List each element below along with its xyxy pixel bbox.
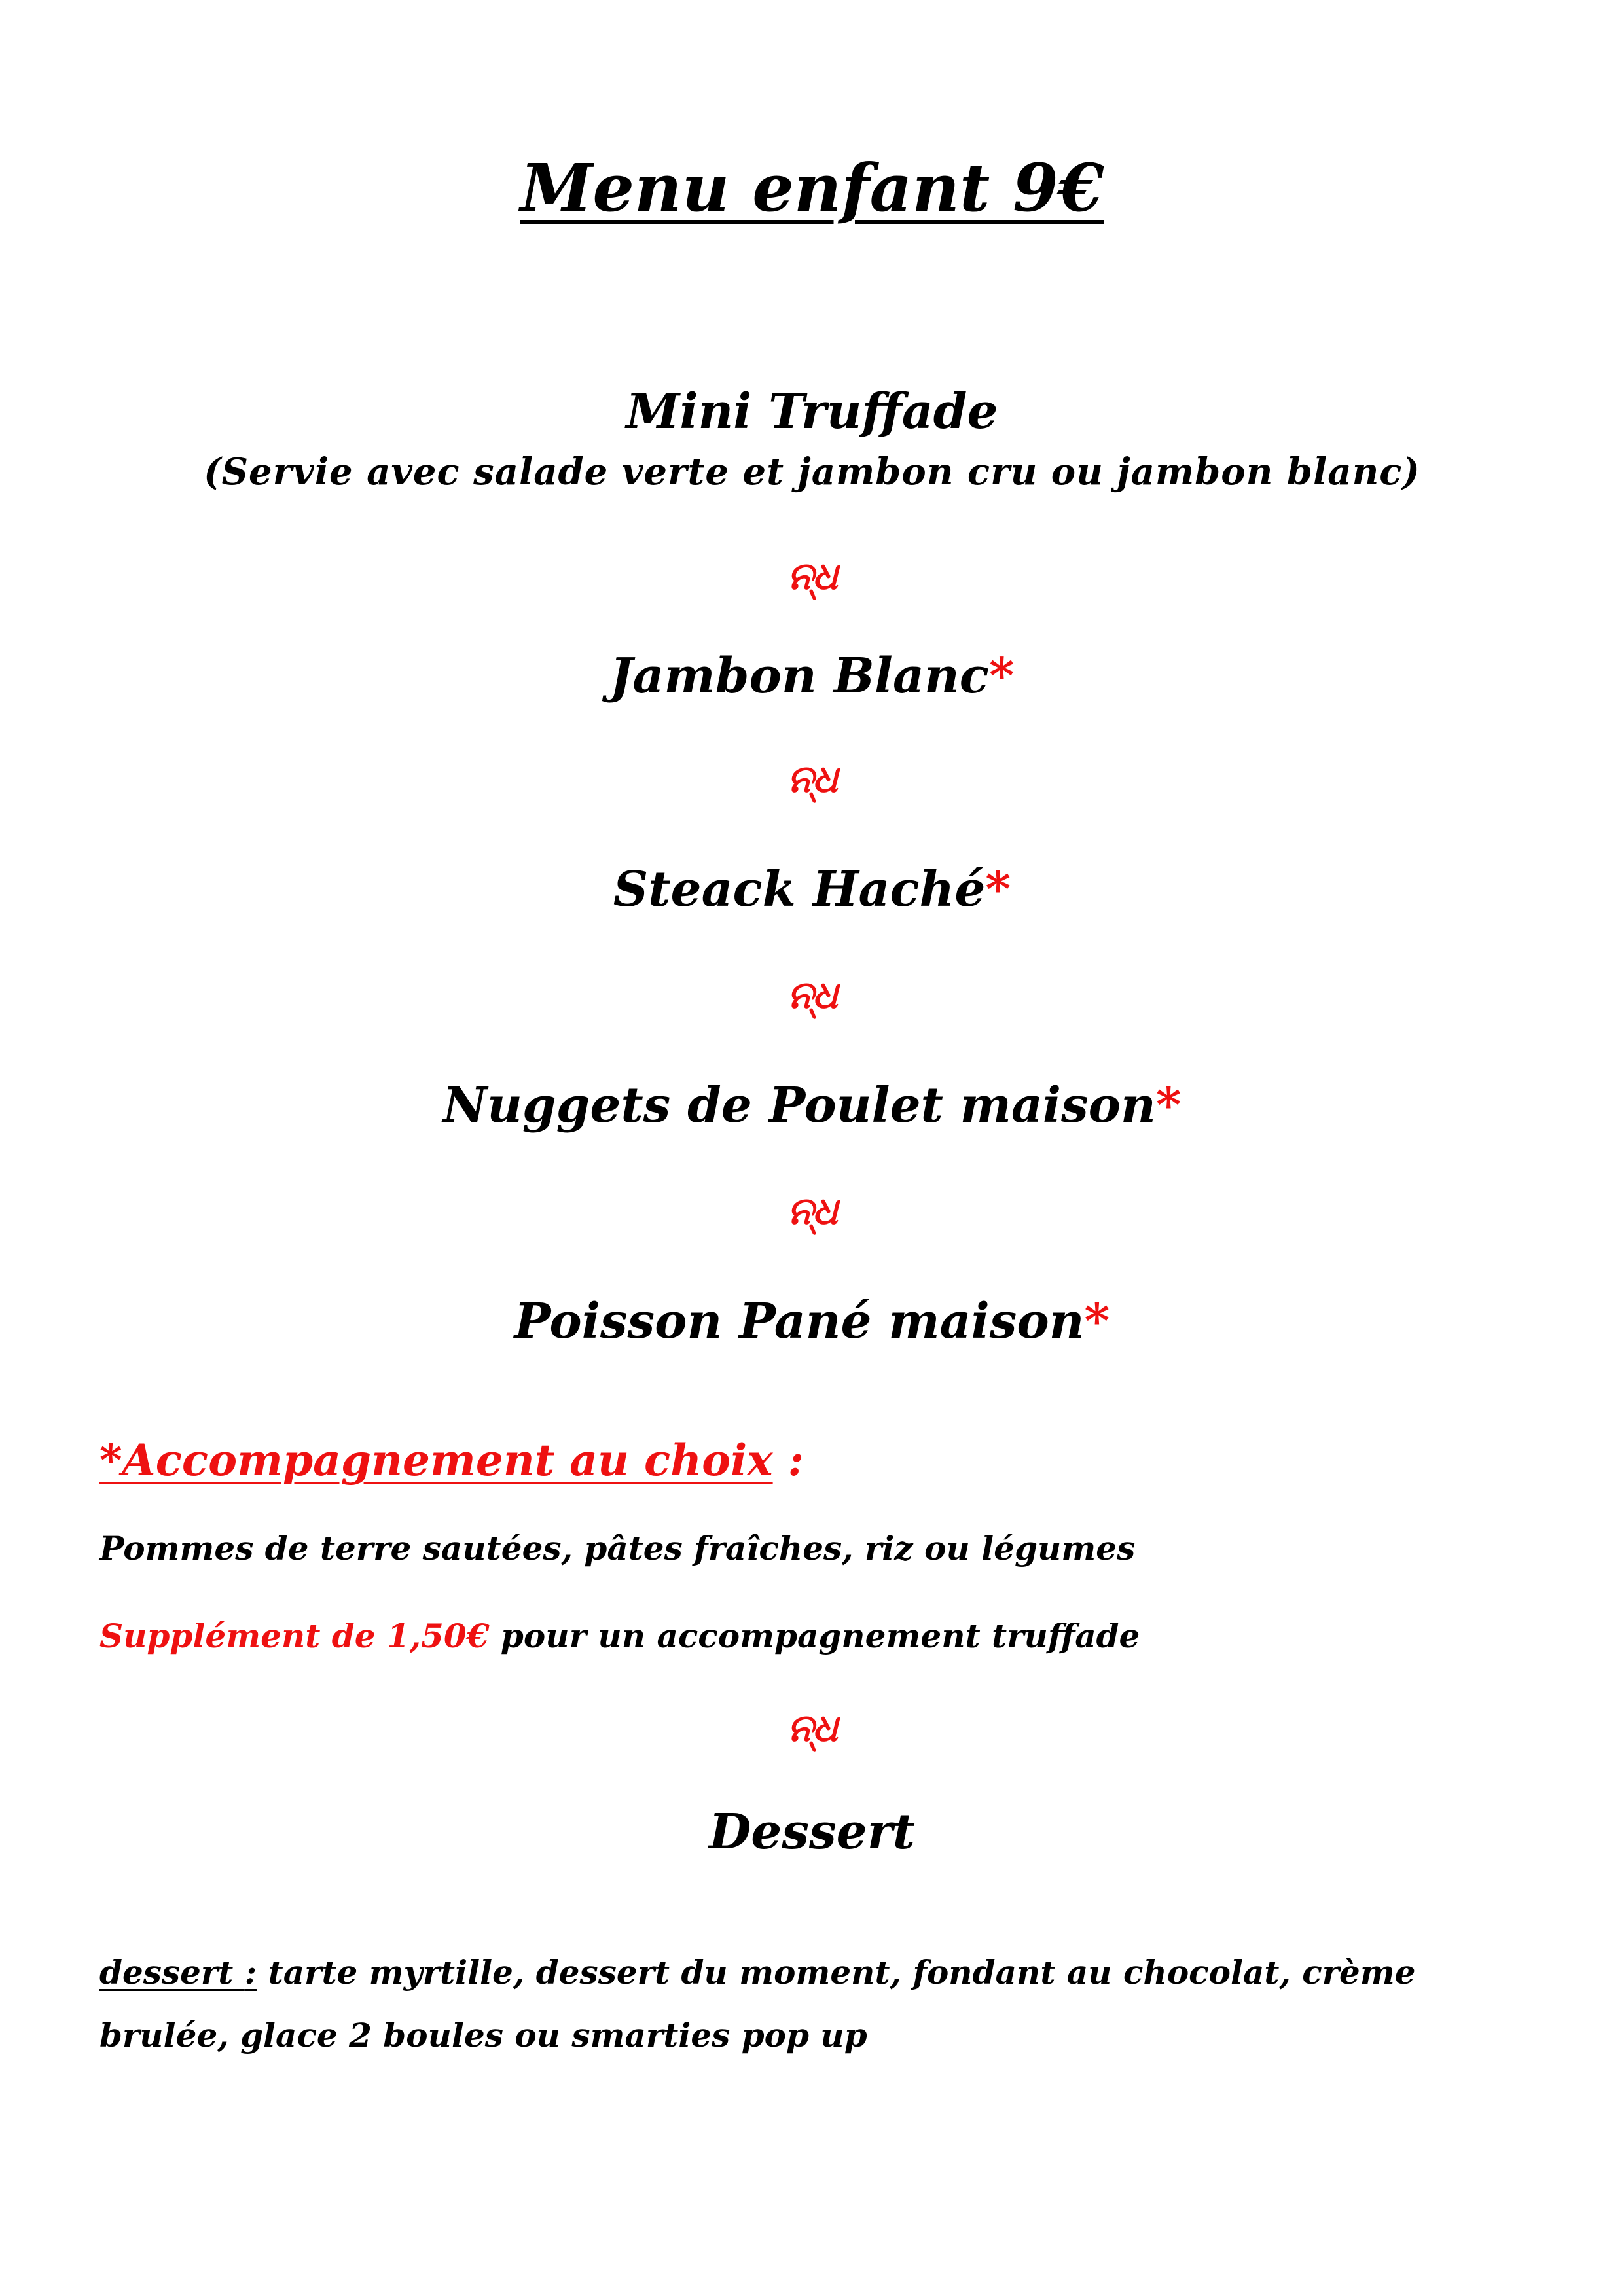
asterisk-mark: * <box>988 648 1015 704</box>
dish-mini-truffade-description: (Servie avec salade verte et jambon cru ou jambon blanc) <box>204 450 1420 493</box>
accompagnement-heading-suffix: : <box>772 1435 804 1486</box>
accompagnement-options: Pommes de terre sautées, pâtes fraîches, riz ou légumes <box>99 1529 1136 1568</box>
dessert-heading: Dessert <box>709 1804 915 1860</box>
dish-poisson <box>0 1293 1624 1350</box>
asterisk-mark: * <box>1084 1293 1110 1350</box>
ornament-divider: ନ୍ଧ <box>787 973 837 1017</box>
asterisk-mark: * <box>1155 1077 1182 1134</box>
dish-name: Poisson Pané maison <box>514 1293 1085 1350</box>
dish-name: Nuggets de Poulet maison <box>442 1077 1156 1134</box>
supplement-description: pour un accompagnement truffade <box>489 1617 1140 1655</box>
dish-name: Mini Truffade <box>626 384 998 440</box>
dish-name: Steack Haché <box>613 861 986 918</box>
menu-title: Menu enfant 9€ <box>520 149 1104 226</box>
accompagnement-heading-text: *Accompagnement au choix <box>99 1435 773 1486</box>
dessert-label: dessert : <box>99 1953 257 1992</box>
dish-name: Jambon Blanc <box>609 648 989 704</box>
dish-steack-hache <box>0 861 1624 918</box>
dessert-description <box>99 1941 1540 2067</box>
accompagnement-heading <box>99 1435 804 1486</box>
dish-nuggets <box>0 1077 1624 1134</box>
dessert-list: tarte myrtille, dessert du moment, fondant au chocolat, crème brulée, glace 2 boules ou smarties pop up <box>99 1953 1416 2054</box>
dish-jambon-blanc <box>0 648 1624 704</box>
dish-mini-truffade <box>0 384 1624 440</box>
ornament-divider: ନ୍ଧ <box>787 1706 837 1750</box>
ornament-divider: ନ୍ଧ <box>787 757 837 801</box>
ornament-divider: ନ୍ଧ <box>787 1189 837 1233</box>
supplement-price: Supplément de 1,50€ <box>99 1617 490 1655</box>
asterisk-mark: * <box>985 861 1011 918</box>
supplement-line <box>99 1617 1140 1655</box>
ornament-divider: ନ୍ଧ <box>787 554 837 598</box>
